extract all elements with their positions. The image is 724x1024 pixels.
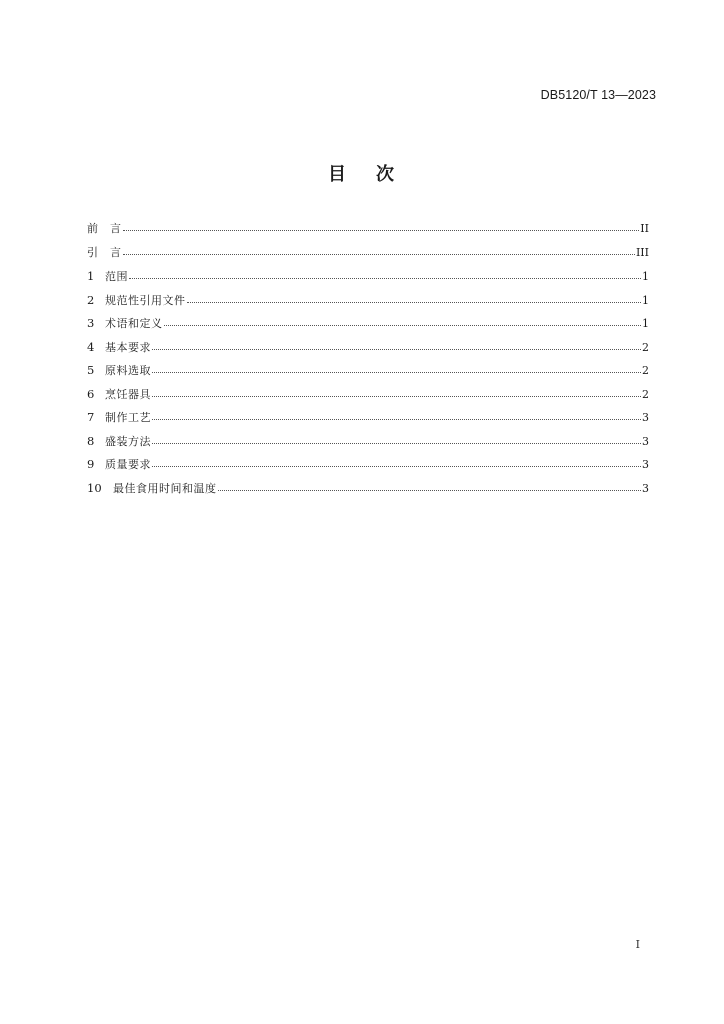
toc-entry-foreword[interactable] — [87, 220, 649, 244]
toc-entry-page: III — [635, 245, 649, 259]
toc-entry-7[interactable] — [87, 408, 649, 432]
toc-entry-page: 3 — [642, 411, 649, 424]
toc-entry-number: 6 — [87, 386, 95, 401]
toc-entry-number: 2 — [87, 292, 95, 307]
toc-leader-dots — [152, 409, 641, 420]
page-number: I — [635, 938, 640, 951]
toc-entry-label: 烹饪器具 — [105, 387, 151, 401]
toc-entry-number: 5 — [87, 363, 95, 377]
toc-title-part1: 目 — [328, 164, 348, 185]
toc-leader-dots — [218, 480, 642, 491]
toc-leader-dots — [152, 456, 641, 467]
toc-leader-dots — [152, 433, 641, 444]
toc-entry-label: 最佳食用时间和温度 — [113, 481, 217, 495]
toc-entry-number: 10 — [87, 480, 102, 495]
toc-entry-label: 原料选取 — [105, 364, 151, 377]
toc-entry-label: 制作工艺 — [105, 411, 151, 424]
toc-entry-label: 质量要求 — [105, 458, 151, 471]
toc-entry-page: 1 — [642, 293, 649, 307]
toc-entry-label: 前 言 — [87, 222, 122, 235]
toc-entry-5[interactable] — [87, 361, 649, 385]
document-code: DB5120/T 13—2023 — [540, 88, 656, 102]
toc-entry-page: 3 — [642, 434, 649, 448]
toc-entry-label: 规范性引用文件 — [105, 293, 186, 307]
toc-entry-page: 2 — [642, 387, 649, 401]
toc-leader-dots — [129, 268, 641, 279]
toc-leader-dots — [123, 220, 640, 231]
toc-list — [87, 220, 649, 502]
toc-leader-dots — [164, 315, 642, 326]
toc-title-part2: 次 — [376, 164, 396, 185]
toc-leader-dots — [152, 362, 641, 373]
toc-title — [0, 160, 724, 186]
toc-entry-number: 9 — [87, 457, 95, 471]
toc-entry-8[interactable] — [87, 432, 649, 456]
toc-entry-2[interactable] — [87, 291, 649, 315]
toc-entry-introduction[interactable] — [87, 244, 649, 268]
toc-entry-number: 3 — [87, 316, 95, 330]
toc-leader-dots — [152, 386, 641, 397]
toc-entry-page: 2 — [642, 340, 649, 354]
toc-entry-4[interactable] — [87, 338, 649, 362]
toc-entry-number: 1 — [87, 269, 95, 283]
toc-entry-page: 3 — [642, 481, 649, 495]
toc-entry-label: 盛装方法 — [105, 434, 151, 448]
toc-entry-number: 4 — [87, 339, 95, 354]
toc-entry-label: 基本要求 — [105, 340, 151, 354]
toc-entry-1[interactable] — [87, 267, 649, 291]
toc-entry-page: 3 — [642, 458, 649, 471]
toc-entry-6[interactable] — [87, 385, 649, 409]
toc-entry-page: 1 — [642, 317, 649, 330]
toc-entry-3[interactable] — [87, 314, 649, 338]
toc-leader-dots — [152, 339, 641, 350]
toc-entry-label: 术语和定义 — [105, 317, 163, 330]
toc-entry-number: 7 — [87, 410, 95, 424]
toc-entry-9[interactable] — [87, 455, 649, 479]
toc-leader-dots — [187, 292, 642, 303]
toc-entry-label: 范围 — [105, 270, 128, 283]
toc-entry-page: II — [640, 222, 649, 235]
toc-entry-label: 引 言 — [87, 245, 122, 259]
toc-entry-page: 2 — [642, 364, 649, 377]
toc-entry-10[interactable] — [87, 479, 649, 503]
toc-entry-number: 8 — [87, 433, 95, 448]
toc-entry-page: 1 — [642, 270, 649, 283]
toc-leader-dots — [123, 244, 635, 255]
